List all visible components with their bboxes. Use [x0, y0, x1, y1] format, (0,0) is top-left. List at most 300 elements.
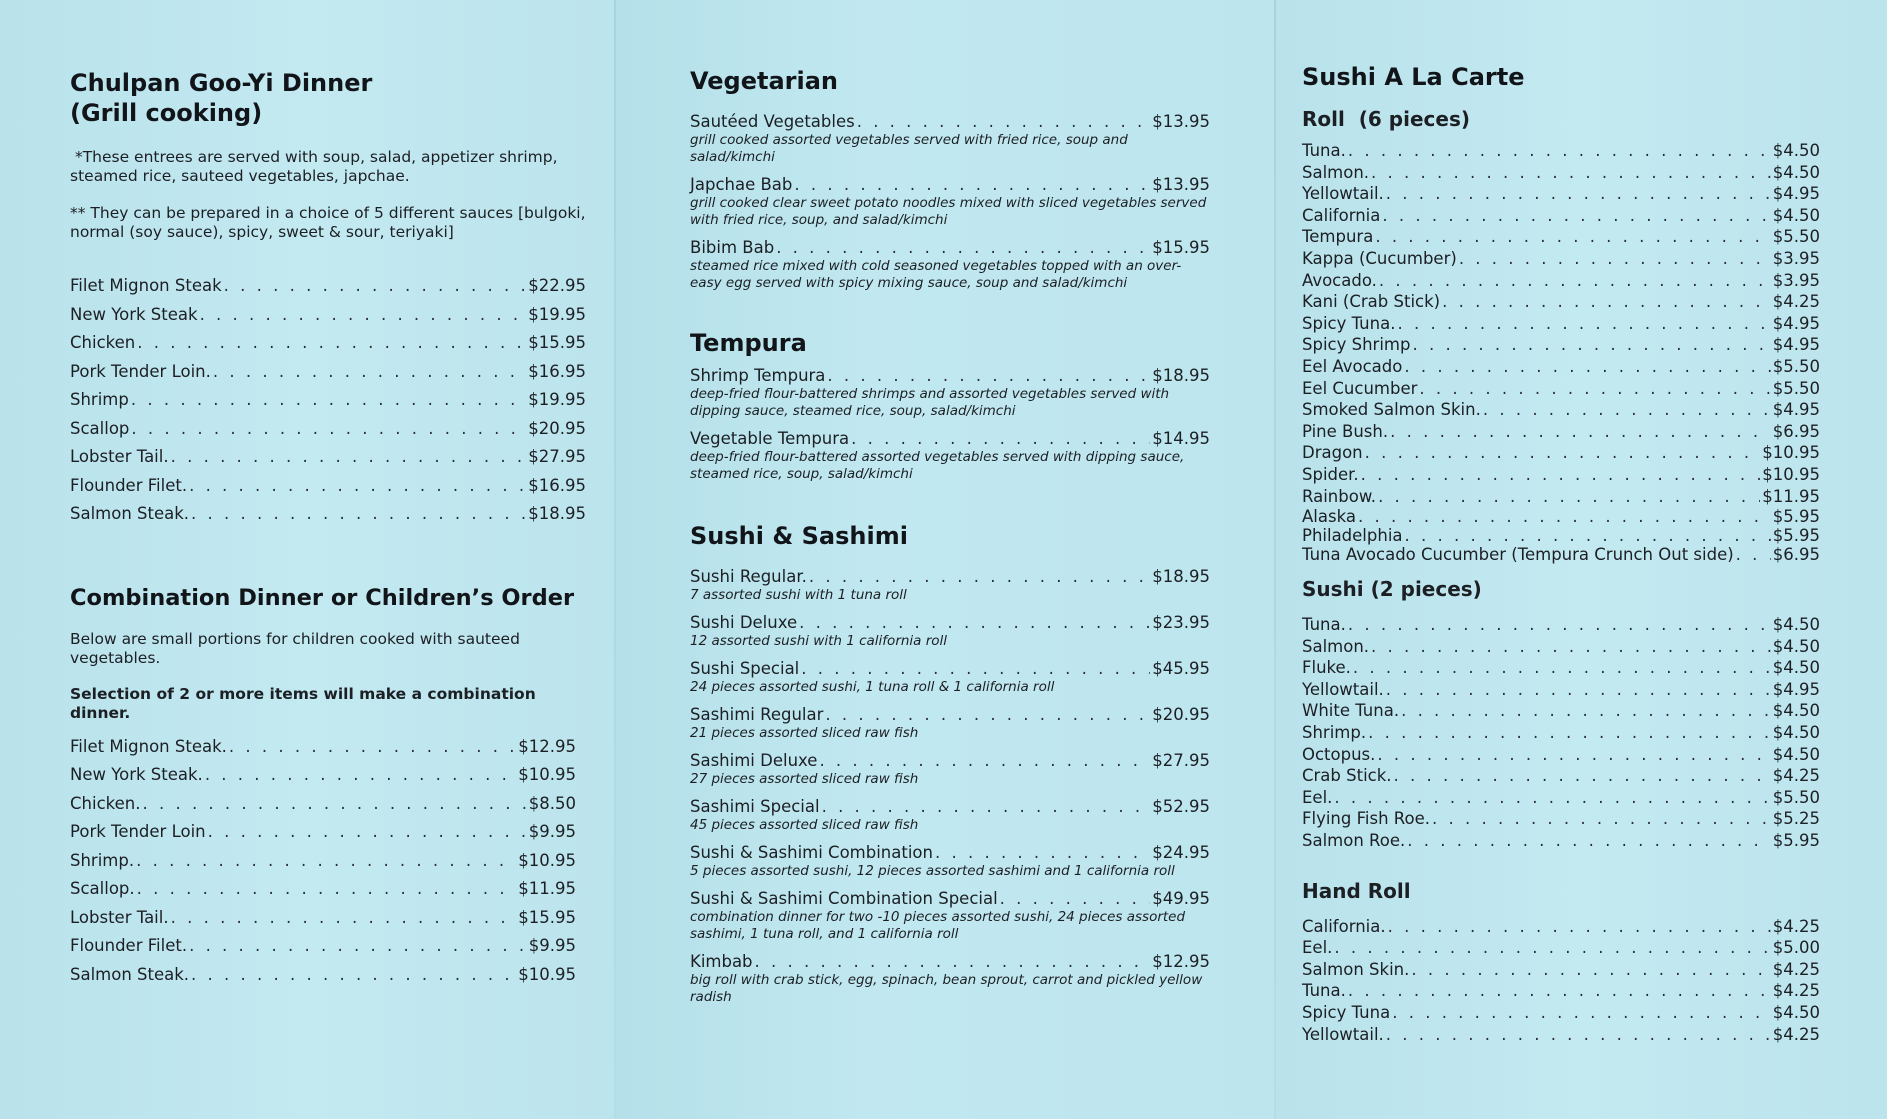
menu-item-row	[70, 790, 576, 819]
leader-dots	[809, 567, 1150, 587]
menu-item-price: $20.95	[1152, 705, 1210, 724]
menu-item-price: $4.95	[1772, 679, 1820, 699]
leader-dots	[827, 366, 1150, 386]
menu-item-price: $4.50	[1772, 141, 1820, 160]
menu-item-name: Fluke.	[1302, 658, 1351, 678]
leader-dots	[137, 329, 526, 358]
menu-item	[690, 238, 1210, 292]
menu-item	[70, 818, 576, 847]
menu-item	[1302, 421, 1820, 443]
menu-item-row	[70, 415, 586, 444]
menu-item	[1302, 657, 1820, 679]
leader-dots	[1334, 937, 1770, 959]
menu-item-name: Shrimp.	[1302, 723, 1367, 743]
middle-column	[690, 66, 1210, 1015]
menu-item-price: $16.95	[528, 475, 586, 495]
menu-item-name: Kappa (Cucumber)	[1302, 248, 1457, 268]
menu-item-name: New York Steak.	[70, 765, 203, 784]
leader-dots	[224, 272, 527, 301]
right-column	[1302, 62, 1822, 1045]
leader-dots	[822, 797, 1151, 817]
menu-item-row	[690, 366, 1210, 386]
leader-dots	[1361, 464, 1761, 486]
menu-item	[70, 329, 586, 358]
menu-item-row	[1302, 722, 1820, 744]
menu-item-name: Sashimi Special	[690, 797, 820, 816]
roll-list-extra	[1302, 507, 1820, 564]
leader-dots	[200, 301, 527, 330]
leader-dots	[137, 875, 517, 904]
menu-item	[1302, 916, 1820, 938]
menu-item-name: Pork Tender Loin	[70, 822, 206, 841]
menu-item-name: Filet Mignon Steak.	[70, 736, 227, 756]
menu-item-name: Spider.	[1302, 464, 1359, 484]
menu-item	[70, 443, 586, 472]
menu-item-name: White Tuna.	[1302, 701, 1400, 721]
menu-item-name: Tuna.	[1302, 141, 1346, 160]
leader-dots	[1419, 378, 1770, 400]
menu-item-row	[1302, 545, 1820, 564]
menu-item	[70, 847, 576, 876]
menu-item-price: $8.50	[528, 793, 576, 813]
menu-item	[1302, 679, 1820, 701]
leader-dots	[1348, 614, 1771, 636]
left-column	[70, 68, 590, 989]
menu-item	[1302, 140, 1820, 162]
leader-dots	[794, 175, 1150, 195]
menu-item-name: Kimbab	[690, 952, 753, 971]
menu-item-price: $10.95	[1762, 443, 1820, 463]
tempura-list	[690, 366, 1210, 483]
leader-dots	[1388, 916, 1771, 938]
menu-item-price: $4.95	[1772, 184, 1820, 204]
menu-item-row	[1302, 291, 1820, 313]
menu-item	[1302, 808, 1820, 830]
menu-item	[1302, 183, 1820, 205]
menu-item	[1302, 162, 1820, 184]
menu-item-name: Shrimp.	[70, 850, 135, 870]
leader-dots	[1432, 808, 1771, 830]
menu-item-row	[1302, 980, 1820, 1002]
menu-item-name: Yellowtail.	[1302, 184, 1384, 204]
menu-item-price: $27.95	[528, 447, 586, 466]
menu-item-price: $18.95	[1152, 567, 1210, 586]
menu-item-row	[690, 238, 1210, 258]
menu-item-row	[70, 301, 586, 330]
menu-item-description: combination dinner for two -10 pieces assorted sushi, 24 pieces assorted sashimi, 1 tuna roll, and 1 california roll	[690, 909, 1186, 942]
menu-item-name: Smoked Salmon Skin.	[1302, 400, 1481, 420]
menu-item-name: Spicy Tuna	[1302, 1003, 1391, 1022]
menu-item-name: Philadelphia	[1302, 526, 1403, 546]
leader-dots	[857, 112, 1151, 132]
vegetarian-title: Vegetarian	[690, 67, 839, 95]
menu-item-row	[690, 797, 1210, 817]
menu-item-price: $4.50	[1772, 636, 1820, 656]
menu-item-price: $19.95	[528, 390, 586, 409]
menu-item-price: $24.95	[1152, 843, 1210, 862]
menu-item-name: Sautéed Vegetables	[690, 112, 855, 131]
menu-item-price: $10.95	[518, 765, 576, 784]
menu-item-row	[690, 613, 1210, 633]
menu-item-name: Salmon.	[1302, 162, 1370, 182]
combo-price-list	[70, 733, 576, 990]
menu-item	[1302, 980, 1820, 1002]
menu-item-description: 21 pieces assorted sliced raw fish	[690, 725, 919, 741]
menu-item-row	[1302, 765, 1820, 787]
menu-item-price: $18.95	[528, 504, 586, 523]
sushi-sashimi-list	[690, 567, 1210, 1006]
menu-item	[1302, 1024, 1820, 1046]
menu-item-description: deep-fried flour-battered shrimps and assorted vegetables served with dipping sauce, steamed rice, soup, salad/kimchi	[690, 386, 1170, 419]
menu-item-price: $4.50	[1772, 701, 1820, 721]
menu-item-name: Crab Stick.	[1302, 766, 1392, 786]
menu-item-price: $22.95	[528, 276, 586, 295]
menu-item-price: $5.25	[1772, 809, 1820, 829]
menu-item	[70, 301, 586, 330]
menu-item-name: Pork Tender Loin.	[70, 361, 211, 381]
leader-dots	[1442, 291, 1771, 313]
menu-item-price: $12.95	[1152, 952, 1210, 971]
menu-item-row	[690, 567, 1210, 587]
menu-item-price: $4.50	[1772, 615, 1820, 635]
menu-item-name: Avocado.	[1302, 270, 1377, 290]
menu-item-name: Eel.	[1302, 938, 1333, 958]
menu-item-row	[690, 705, 1210, 725]
menu-item	[690, 843, 1210, 880]
leader-dots	[1394, 765, 1771, 787]
menu-item-row	[1302, 162, 1820, 184]
menu-item	[1302, 313, 1820, 335]
menu-item-price: $16.95	[528, 361, 586, 381]
leader-dots	[1401, 700, 1771, 722]
menu-item-name: Kani (Crab Stick)	[1302, 292, 1441, 312]
menu-item-price: $15.95	[528, 333, 586, 352]
menu-item-description: 45 pieces assorted sliced raw fish	[690, 817, 919, 833]
menu-item	[1302, 399, 1820, 421]
menu-item-row	[1302, 270, 1820, 292]
menu-item-name: Lobster Tail.	[70, 447, 169, 466]
menu-item-name: Eel Cucumber	[1302, 378, 1418, 398]
menu-item-price: $4.25	[1772, 292, 1820, 312]
leader-dots	[1392, 1002, 1771, 1024]
fold-line-left	[614, 0, 616, 1119]
menu-item	[1302, 226, 1820, 248]
menu-item-price: $27.95	[1152, 751, 1210, 770]
menu-item	[1302, 744, 1820, 766]
menu-item-row	[1302, 808, 1820, 830]
leader-dots	[825, 705, 1150, 725]
menu-item-name: Sushi Deluxe	[690, 613, 798, 632]
menu-item-description: 12 assorted sushi with 1 california roll	[690, 633, 948, 649]
menu-item	[690, 429, 1210, 483]
grill-sauce-note: ** They can be prepared in a choice of 5 different sauces [bulgoki, normal (soy sauce), spicy, sweet & sour, teriyaki]	[70, 204, 586, 241]
menu-item-price: $5.95	[1772, 831, 1820, 851]
menu-item-price: $5.50	[1772, 356, 1820, 376]
menu-item	[1302, 526, 1820, 545]
leader-dots	[213, 358, 526, 387]
combo-selection-note: Selection of 2 or more items will make a combination dinner.	[70, 684, 536, 722]
sushi-two-pieces-title: Sushi (2 pieces)	[1302, 577, 1482, 602]
menu-item-price: $52.95	[1152, 797, 1210, 816]
menu-item-row	[70, 500, 586, 529]
leader-dots	[819, 751, 1150, 771]
menu-item-name: Chicken	[70, 333, 136, 352]
menu-item	[690, 112, 1210, 166]
menu-item-price: $6.95	[1772, 545, 1820, 565]
hand-roll-list	[1302, 916, 1820, 1046]
menu-item-price: $20.95	[528, 418, 586, 438]
menu-item-price: $14.95	[1152, 429, 1210, 448]
leader-dots	[1379, 270, 1771, 292]
menu-item-row	[1302, 334, 1820, 356]
menu-item-row	[70, 329, 586, 358]
leader-dots	[1483, 399, 1771, 421]
menu-item	[1302, 937, 1820, 959]
menu-item-price: $13.95	[1152, 175, 1210, 194]
leader-dots	[1348, 980, 1771, 1002]
menu-item-row	[1302, 205, 1820, 227]
menu-item-price: $4.50	[1772, 744, 1820, 764]
menu-item-name: Alaska	[1302, 507, 1356, 527]
sushi-two-pieces-list	[1302, 614, 1820, 852]
leader-dots	[1412, 334, 1770, 356]
menu-item-row	[1302, 1002, 1820, 1024]
menu-item-name: Scallop.	[70, 879, 135, 898]
menu-item	[1302, 291, 1820, 313]
menu-item-name: Tempura	[1302, 227, 1374, 247]
menu-item-name: Bibim Bab	[690, 238, 775, 257]
sushi-a-la-carte-title: Sushi A La Carte	[1302, 63, 1525, 91]
menu-item-row	[1302, 248, 1820, 270]
menu-item	[70, 875, 576, 904]
leader-dots	[1371, 162, 1771, 184]
menu-item-price: $13.95	[1152, 112, 1210, 131]
menu-item-name: Shrimp	[70, 390, 129, 409]
menu-item-price: $4.50	[1772, 723, 1820, 743]
menu-item-row	[1302, 313, 1820, 335]
menu-item-price: $18.95	[1152, 366, 1210, 385]
menu-item	[1302, 787, 1820, 809]
menu-item-row	[1302, 486, 1820, 508]
menu-item-name: Eel Avocado	[1302, 356, 1403, 376]
leader-dots	[131, 386, 526, 415]
roll-title: Roll (6 pieces)	[1302, 107, 1470, 131]
menu-item-price: $4.50	[1772, 162, 1820, 182]
menu-item-price: $4.25	[1772, 959, 1820, 979]
menu-item-row	[1302, 378, 1820, 400]
grill-served-note: *These entrees are served with soup, salad, appetizer shrimp, steamed rice, sauteed vegetables, japchae.	[70, 148, 563, 185]
leader-dots	[1365, 442, 1761, 464]
menu-item	[690, 659, 1210, 696]
menu-item-name: Tuna.	[1302, 981, 1346, 1001]
menu-item-name: Yellowtail.	[1302, 1024, 1384, 1044]
leader-dots	[229, 733, 516, 762]
menu-item	[1302, 830, 1820, 852]
menu-item-row	[70, 472, 586, 501]
menu-item-row	[690, 843, 1210, 863]
menu-item-description: 7 assorted sushi with 1 tuna roll	[690, 587, 907, 603]
menu-item	[70, 904, 576, 933]
menu-item-price: $49.95	[1152, 889, 1210, 908]
leader-dots	[142, 790, 526, 819]
menu-item-row	[1302, 356, 1820, 378]
leader-dots	[191, 500, 526, 529]
grill-dinner-title	[70, 68, 590, 128]
menu-item	[1302, 205, 1820, 227]
leader-dots	[171, 904, 517, 933]
leader-dots	[1382, 205, 1770, 227]
vegetarian-list	[690, 112, 1210, 292]
menu-item-row	[1302, 787, 1820, 809]
menu-item	[1302, 722, 1820, 744]
menu-item	[690, 366, 1210, 420]
menu-item	[70, 790, 576, 819]
menu-item-row	[1302, 464, 1820, 486]
menu-item-name: Shrimp Tempura	[690, 366, 826, 385]
menu-item-name: Sashimi Deluxe	[690, 751, 818, 770]
menu-item-description: 5 pieces assorted sushi, 12 pieces assorted sashimi and 1 california roll	[690, 863, 1175, 879]
menu-item-name: New York Steak	[70, 304, 198, 324]
menu-item-name: Salmon Skin.	[1302, 959, 1410, 979]
menu-item	[1302, 545, 1820, 564]
menu-item-price: $12.95	[518, 736, 576, 756]
menu-item-name: Vegetable Tempura	[690, 429, 850, 448]
menu-item-row	[1302, 830, 1820, 852]
menu-item-row	[690, 952, 1210, 972]
menu-item-price: $45.95	[1152, 659, 1210, 678]
menu-item-price: $4.50	[1772, 658, 1820, 678]
menu-item-row	[1302, 916, 1820, 938]
menu-item	[1302, 636, 1820, 658]
menu-item-price: $5.00	[1772, 938, 1820, 958]
menu-item	[70, 415, 586, 444]
menu-item-price: $5.50	[1772, 227, 1820, 247]
menu-item-row	[1302, 700, 1820, 722]
menu-item-row	[1302, 744, 1820, 766]
leader-dots	[205, 761, 516, 790]
combo-title: Combination Dinner or Children’s Order	[70, 584, 575, 611]
leader-dots	[1371, 636, 1771, 658]
menu-item	[1302, 614, 1820, 636]
leader-dots	[776, 238, 1150, 258]
menu-item-row	[1302, 399, 1820, 421]
menu-item	[70, 358, 586, 387]
menu-item-price: $5.50	[1772, 378, 1820, 398]
menu-item	[1302, 356, 1820, 378]
menu-item-name: Flounder Filet.	[70, 936, 188, 955]
menu-item-name: Octopus.	[1302, 744, 1376, 764]
menu-item	[70, 500, 586, 529]
menu-item-price: $9.95	[528, 822, 576, 841]
menu-item-row	[690, 659, 1210, 679]
menu-item-row	[70, 272, 586, 301]
menu-item-row	[1302, 679, 1820, 701]
menu-item	[1302, 334, 1820, 356]
menu-item-row	[70, 733, 576, 762]
menu-item-name: Tuna Avocado Cucumber (Tempura Crunch Out side)	[1302, 545, 1734, 565]
menu-item-price: $15.95	[1152, 238, 1210, 257]
menu-item	[1302, 700, 1820, 722]
leader-dots	[1334, 787, 1770, 809]
leader-dots	[208, 818, 527, 847]
menu-item-name: Spicy Shrimp	[1302, 335, 1411, 355]
menu-item-row	[70, 443, 586, 472]
menu-item-name: Salmon.	[1302, 636, 1370, 656]
menu-item	[690, 952, 1210, 1006]
menu-item	[1302, 464, 1820, 486]
menu-item-row	[1302, 657, 1820, 679]
menu-item-row	[70, 904, 576, 933]
tempura-title: Tempura	[690, 329, 807, 357]
leader-dots	[1386, 679, 1771, 701]
menu-item-name: Filet Mignon Steak	[70, 276, 222, 295]
menu-item-price: $4.95	[1772, 313, 1820, 333]
menu-item-price: $11.95	[1762, 486, 1820, 506]
menu-item-description: grill cooked assorted vegetables served with fried rice, soup and salad/kimchi	[690, 132, 1128, 165]
menu-item-row	[1302, 526, 1820, 545]
leader-dots	[1411, 959, 1770, 981]
leader-dots	[799, 613, 1150, 633]
menu-item-price: $4.50	[1772, 205, 1820, 225]
menu-item-description: big roll with crab stick, egg, spinach, bean sprout, carrot and pickled yellow radish	[690, 972, 1203, 1005]
menu-item-name: California.	[1302, 916, 1386, 936]
leader-dots	[1353, 657, 1771, 679]
menu-item-name: Japchae Bab	[690, 175, 793, 194]
menu-item	[70, 961, 576, 990]
menu-item-row	[690, 889, 1210, 909]
menu-item	[690, 889, 1210, 943]
menu-item-name: Yellowtail.	[1302, 679, 1384, 699]
grill-title-line2: (Grill cooking)	[70, 99, 263, 127]
menu-item-name: Sushi Special	[690, 659, 800, 678]
menu-item-name: Salmon Roe.	[1302, 831, 1406, 851]
menu-item-row	[1302, 1024, 1820, 1046]
combo-note: Below are small portions for children cooked with sauteed vegetables.	[70, 629, 520, 667]
menu-item-price: $15.95	[518, 907, 576, 927]
menu-item	[1302, 442, 1820, 464]
menu-item	[690, 751, 1210, 788]
menu-item-price: $4.25	[1772, 1024, 1820, 1044]
menu-item-name: Chicken.	[70, 793, 141, 813]
menu-item-row	[1302, 226, 1820, 248]
roll-list	[1302, 140, 1820, 507]
menu-item-price: $4.95	[1772, 400, 1820, 420]
menu-item-row	[690, 175, 1210, 195]
menu-item-name: Sushi & Sashimi Combination Special	[690, 889, 998, 908]
menu-item-row	[690, 751, 1210, 771]
grill-title-line1: Chulpan Goo-Yi Dinner	[70, 69, 373, 97]
leader-dots	[755, 952, 1151, 972]
menu-item-price: $4.25	[1772, 766, 1820, 786]
menu-item-name: Sushi & Sashimi Combination	[690, 843, 933, 862]
menu-item	[70, 932, 576, 961]
menu-item-name: Tuna.	[1302, 615, 1346, 635]
menu-item-name: Pine Bush.	[1302, 421, 1389, 441]
leader-dots	[1000, 889, 1151, 909]
menu-item-price: $5.50	[1772, 787, 1820, 807]
menu-item-price: $4.50	[1772, 1003, 1820, 1022]
menu-item-price: $11.95	[518, 879, 576, 898]
leader-dots	[1358, 507, 1771, 526]
menu-item-row	[1302, 442, 1820, 464]
menu-item-name: Spicy Tuna.	[1302, 313, 1396, 333]
menu-item	[1302, 507, 1820, 526]
menu-item-price: $9.95	[528, 936, 576, 955]
grill-price-list	[70, 272, 586, 529]
menu-item	[1302, 765, 1820, 787]
menu-item-row	[1302, 937, 1820, 959]
menu-item-name: California	[1302, 205, 1381, 225]
